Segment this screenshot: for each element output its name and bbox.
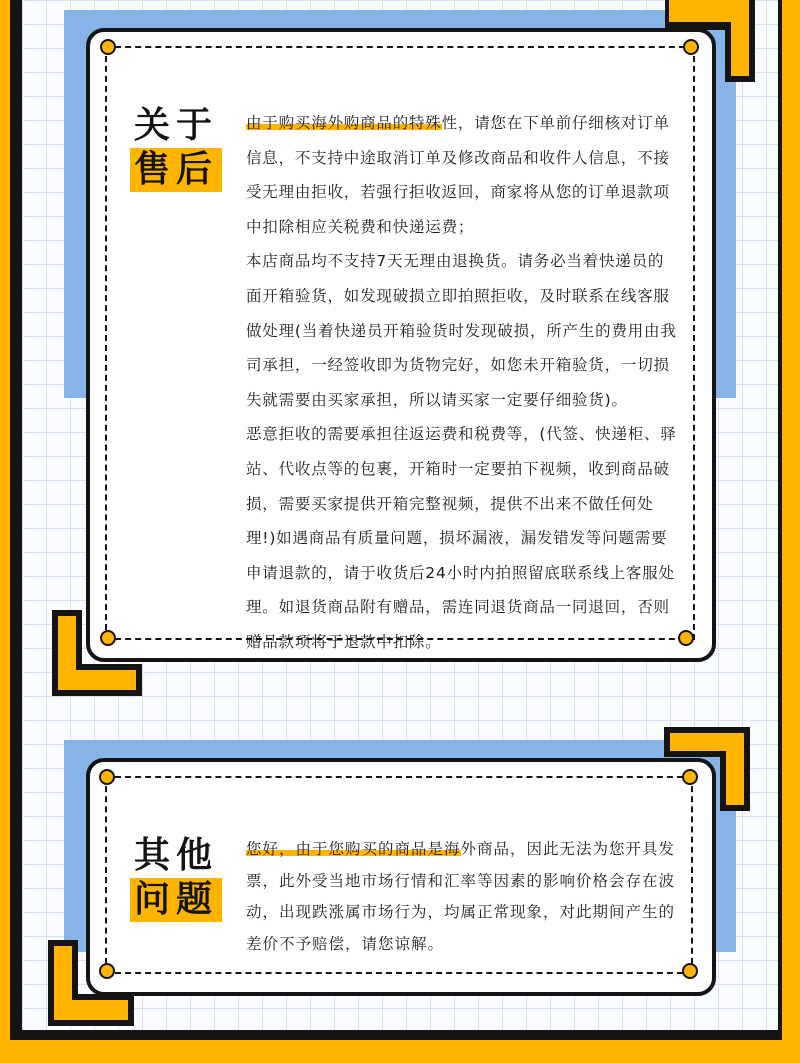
after-sales-paragraph-1 xyxy=(246,106,680,244)
after-sales-heading xyxy=(128,104,224,192)
highlighted-phrase: 由于购买海外购商品的特殊 xyxy=(246,114,442,132)
corner-dot xyxy=(678,630,694,646)
paragraph-text: 外商品，因此无法为您开具发票，此外受当地市场行情和汇率等因素的影响价格会存在波动，出现跌涨属市场行为，均属正常现象，对此期间产生的差价不予赔偿，请您谅解。 xyxy=(246,840,676,953)
corner-dot xyxy=(99,769,115,785)
highlighted-phrase: 您好，由于您购买的商品是海 xyxy=(246,840,461,858)
corner-dot xyxy=(682,769,698,785)
corner-dot xyxy=(682,963,698,979)
other-questions-body xyxy=(246,834,686,960)
after-sales-paragraph-3: 恶意拒收的需要承担往返运费和税费等，(代签、快递柜、驿站、代收点等的包裹，开箱时一定要拍下视频，收到商品破损，需要买家提供开箱完整视频，提供不出来不做任何处理!)如遇商品有质量问题，损坏漏液，漏发错发等问题需要申请退款的，请于收货后24小时内拍照留底联系线上客服处理。如退货商品附有赠品，需连同退货商品一同退回，否则赠品款项将于退款中扣除。 xyxy=(246,425,677,651)
corner-dot xyxy=(100,630,116,646)
heading-line2-highlight: 问题 xyxy=(130,878,222,922)
after-sales-paragraph-2: 本店商品均不支持7天无理由退换货。请务必当着快递员的面开箱验货，如发现破损立即拍照拒收，及时联系在线客服做处理(当着快递员开箱验货时发现破损，所产生的费用由我司承担，一经签收即为货物完好，如您未开箱验货，一切损失就需要由买家承担，所以请买家一定要仔细验货)。 xyxy=(246,252,677,409)
frame-bottom-outline xyxy=(10,1030,782,1040)
corner-dot xyxy=(683,39,699,55)
frame-bottom-bar xyxy=(0,1040,800,1063)
corner-dot xyxy=(100,39,116,55)
paragraph-text: 性，请您在下单前仔细核对订单信息，不支持中途取消订单及修改商品和收件人信息，不接受无理由拒收，若强行拒收返回，商家将从您的订单退款项中扣除相应关税费和快递运费； xyxy=(246,114,670,236)
after-sales-body xyxy=(246,106,680,660)
other-questions-heading xyxy=(128,834,224,922)
heading-line2-highlight: 售后 xyxy=(130,148,222,192)
heading-line1: 其他 xyxy=(133,835,218,876)
heading-line1: 关于 xyxy=(133,105,218,146)
other-questions-paragraph xyxy=(246,834,686,960)
corner-dot xyxy=(99,963,115,979)
